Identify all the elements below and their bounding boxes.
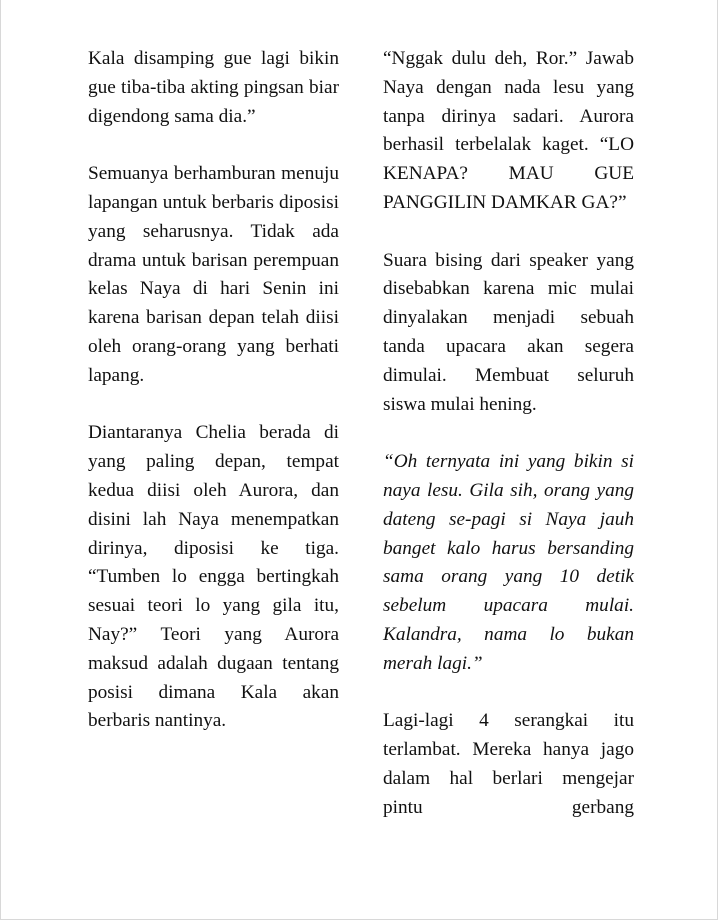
left-paragraph-3: Diantaranya Chelia berada di yang paling depan, tempat kedua diisi oleh Aurora, dan disini lah Naya menempatkan dirinya, diposisi ke tiga. “Tumben lo engga bertingkah sesuai teori lo yang gila itu, Nay?” Teori yang Aurora maksud adalah dugaan tentang posisi dimana Kala akan berbaris nantinya. [88,422,339,732]
right-paragraph-1: “Nggak dulu deh, Ror.” Jawab Naya dengan nada lesu yang tanpa dirinya sadari. Aurora berhasil terbelalak kaget. “LO KENAPA? MAU GUE PANGGILIN DAMKAR GA?” [383,48,634,213]
right-column [383,45,634,823]
right-paragraph-2: Suara bising dari speaker yang disebabkan karena mic mulai dinyalakan menjadi sebuah tanda upacara akan segera dimulai. Membuat seluruh siswa mulai hening. [383,249,634,415]
left-paragraph-1: Kala disamping gue lagi bikin gue tiba-tiba akting pingsan biar digendong sama dia.” [88,48,339,127]
left-column [88,45,339,765]
left-paragraph-2: Semuanya berhamburan menuju lapangan untuk berbaris diposisi yang seharusnya. Tidak ada drama untuk barisan perempuan kelas Naya di hari Senin ini karena barisan depan telah diisi oleh orang-orang yang berhati lapang. [88,163,339,386]
right-paragraph-3: “Oh ternyata ini yang bikin si naya lesu. Gila sih, orang yang dateng se-pagi si Naya jauh banget kalo harus bersanding sama orang yang 10 detik sebelum upacara mulai. Kalandra, nama lo bukan merah lagi.” [383,451,634,674]
right-paragraph-4: Lagi-lagi 4 serangkai itu terlambat. Mereka hanya jago dalam hal berlari mengejar pintu gerbang [383,710,634,818]
